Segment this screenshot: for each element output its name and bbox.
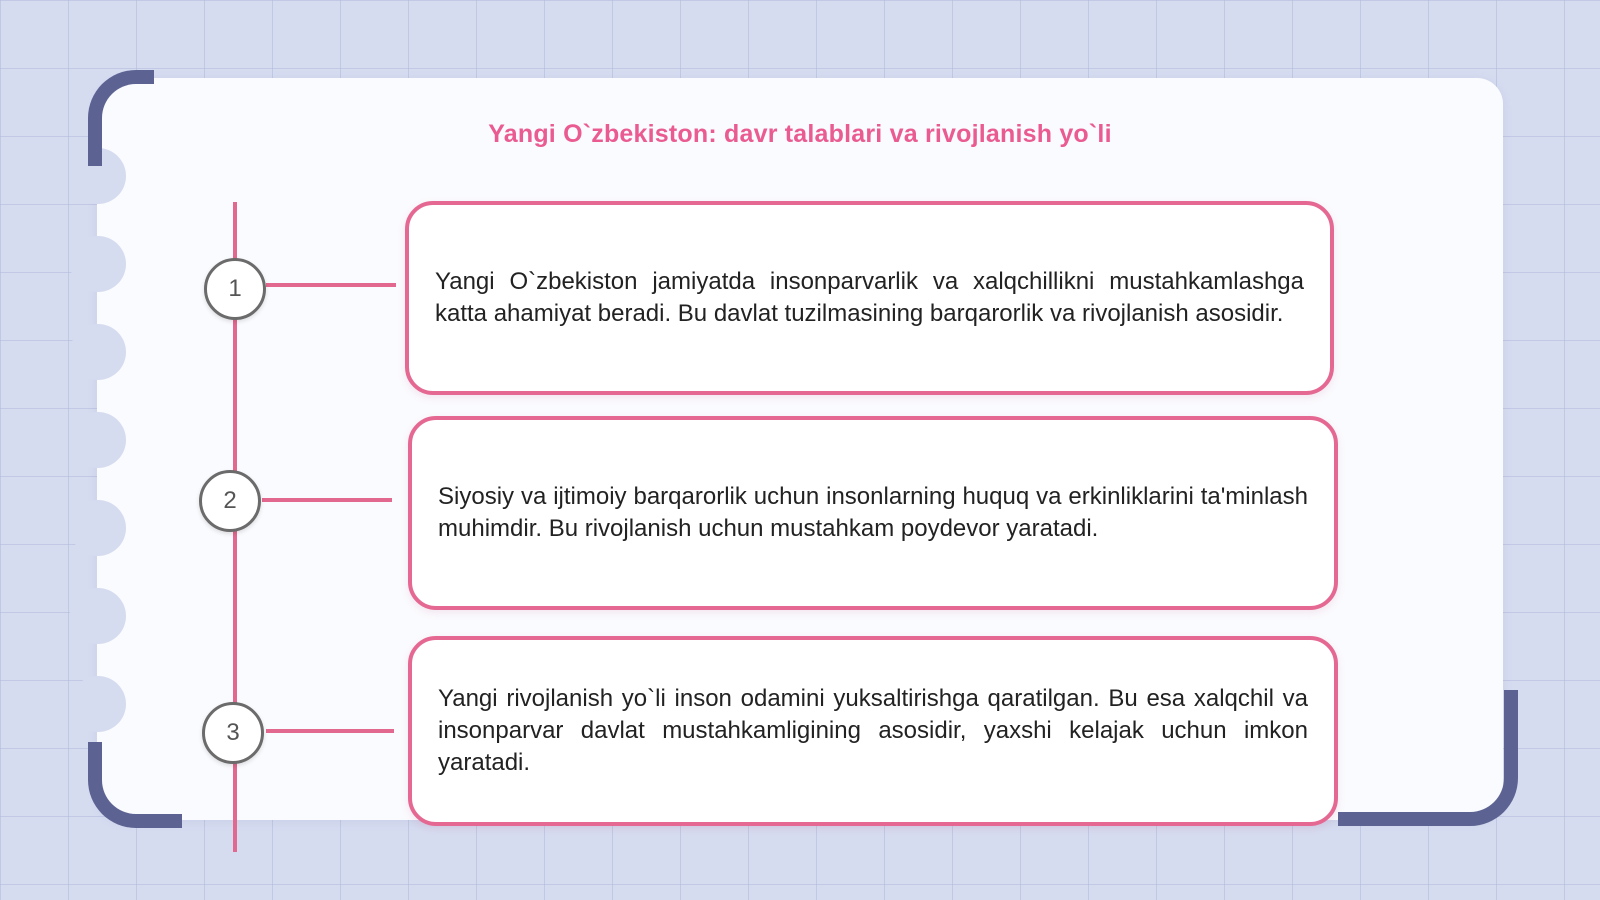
timeline-connector	[266, 729, 394, 733]
timeline-connector	[262, 498, 392, 502]
frame-corner-top-left	[88, 70, 154, 166]
binder-notch	[70, 500, 126, 556]
timeline-node-1: 1	[204, 258, 266, 320]
binder-notch	[70, 676, 126, 732]
card-text: Yangi O`zbekiston jamiyatda insonparvarlik va xalqchillikni mustahkamlashga katta ahamiyat beradi. Bu davlat tuzilmasining barqarorlik va rivojlanish asosidir.	[435, 268, 1304, 327]
binder-notch	[70, 588, 126, 644]
slide-title: Yangi O`zbekiston: davr talablari va rivojlanish yo`li	[488, 120, 1112, 148]
frame-corner-bottom-left	[88, 742, 182, 828]
timeline-node-3: 3	[202, 702, 264, 764]
binder-notch	[70, 412, 126, 468]
card-text: Siyosiy va ijtimoiy barqarorlik uchun insonlarning huquq va erkinliklarini ta'minlash muhimdir. Bu rivojlanish uchun mustahkam poydevor yaratadi.	[438, 483, 1308, 542]
timeline-card-1	[405, 201, 1334, 395]
timeline-card-3	[408, 636, 1338, 826]
timeline-node-2: 2	[199, 470, 261, 532]
binder-notch	[70, 236, 126, 292]
card-text: Yangi rivojlanish yo`li inson odamini yuksaltirishga qaratilgan. Bu esa xalqchil va insonparvar davlat mustahkamligining asosidir, yaxshi kelajak uchun imkon yaratadi.	[438, 685, 1308, 776]
frame-corner-bottom-right	[1338, 690, 1518, 826]
timeline-connector	[266, 283, 396, 287]
binder-notch	[70, 324, 126, 380]
timeline-card-2	[408, 416, 1338, 610]
